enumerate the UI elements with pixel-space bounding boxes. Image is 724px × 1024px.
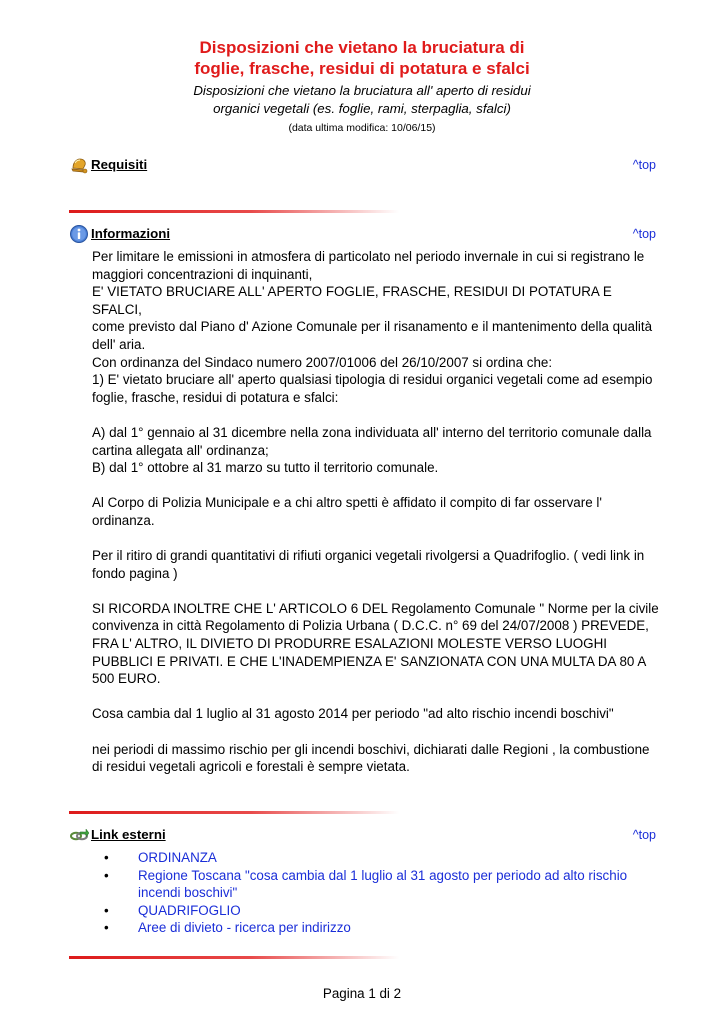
section-informazioni [69,224,659,246]
external-links-list [92,849,652,937]
section-divider [69,210,399,213]
top-link[interactable]: ^top [632,828,656,842]
page-subtitle [0,82,724,118]
link-regione-toscana[interactable]: Regione Toscana "cosa cambia dal 1 luglio al 31 agosto per periodo ad alto rischio incendi boschivi" [138,867,628,901]
paragraph: Al Corpo di Polizia Municipale e a chi altro spetti è affidato il compito di far osservare l' ordinanza. [92,495,602,528]
link-aree-di-divieto[interactable]: Aree di divieto - ricerca per indirizzo [138,920,351,936]
link-icon [69,825,89,845]
list-item [92,849,652,867]
title-line-1: Disposizioni che vietano la bruciatura di [199,38,525,57]
link-ordinanza[interactable]: ORDINANZA [138,850,217,865]
page-title [0,37,724,79]
subtitle-line-2: organici vegetali (es. foglie, rami, sterpaglia, sfalci) [213,101,511,116]
section-label[interactable]: Informazioni [91,226,171,241]
paragraph: Per limitare le emissioni in atmosfera di particolato nel periodo invernale in cui si registrano le maggiori concentrazioni di inquinanti, [92,249,645,282]
paragraph: Con ordinanza del Sindaco numero 2007/01006 del 26/10/2007 si ordina che: [92,354,553,370]
paragraph: nei periodi di massimo rischio per gli incendi boschivi, dichiarati dalle Regioni , la combustione di residui vegetali agricoli e forestali è sempre vietata. [92,741,650,775]
link-quadrifoglio[interactable]: QUADRIFOGLIO [138,902,241,918]
info-icon [69,224,89,244]
bullet: • [104,867,109,883]
section-requisiti [69,155,659,177]
top-link[interactable]: ^top [632,227,656,241]
bell-icon [69,155,89,175]
list-item [92,867,652,902]
info-body [92,248,662,776]
paragraph: 1) E' vietato bruciare all' aperto qualsiasi tipologia di residui organici vegetali come ad esempio foglie, frasche, residui di potatura e sfalci: [92,372,653,405]
paragraph: B) dal 1° ottobre al 31 marzo su tutto il territorio comunale. [92,460,439,476]
top-link[interactable]: ^top [632,158,656,172]
last-modified: (data ultima modifica: 10/06/15) [288,122,436,134]
paragraph: SI RICORDA INOLTRE CHE L' ARTICOLO 6 DEL Regolamento Comunale " Norme per la civile convivenza in città Regolamento di Polizia Urbana ( D.C.C. n° 69 del 24/07/2008 ) PREVEDE, FRA L' ALTRO, IL DIVIETO DI PRODURRE ESALAZIONI MOLESTE VERSO LUOGHI PUBBLICI E PRIVATI. E CHE L'INADEMPIENZA E' SANZIONATA CON UNA MULTA DA 80 A 500 EURO. [92,600,659,687]
list-item [92,902,652,920]
paragraph: A) dal 1° gennaio al 31 dicembre nella zona individuata all' interno del territorio comunale dalla cartina allegata all' ordinanza; [92,424,652,458]
bullet: • [104,902,109,918]
bullet: • [104,920,109,936]
paragraph: E' VIETATO BRUCIARE ALL' APERTO FOGLIE, FRASCHE, RESIDUI DI POTATURA E SFALCI, [92,284,612,317]
paragraph: Cosa cambia dal 1 luglio al 31 agosto 2014 per periodo "ad alto rischio incendi boschivi" [92,706,614,722]
title-line-2: foglie, frasche, residui di potatura e sfalci [194,59,530,78]
section-divider [69,811,399,814]
paragraph: Per il ritiro di grandi quantitativi di rifiuti organici vegetali rivolgersi a Quadrifoglio. ( vedi link in fondo pagina ) [92,548,645,581]
list-item [92,919,652,937]
page-number: Pagina 1 di 2 [322,986,402,1001]
section-label[interactable]: Requisiti [91,157,148,172]
section-divider [69,956,399,959]
subtitle-line-1: Disposizioni che vietano la bruciatura all' aperto di residui [193,83,531,98]
section-label[interactable]: Link esterni [91,827,166,842]
section-link-esterni [69,825,659,847]
bullet: • [104,850,109,865]
paragraph: come previsto dal Piano d' Azione Comunale per il risanamento e il mantenimento della qualità dell' aria. [92,319,653,352]
